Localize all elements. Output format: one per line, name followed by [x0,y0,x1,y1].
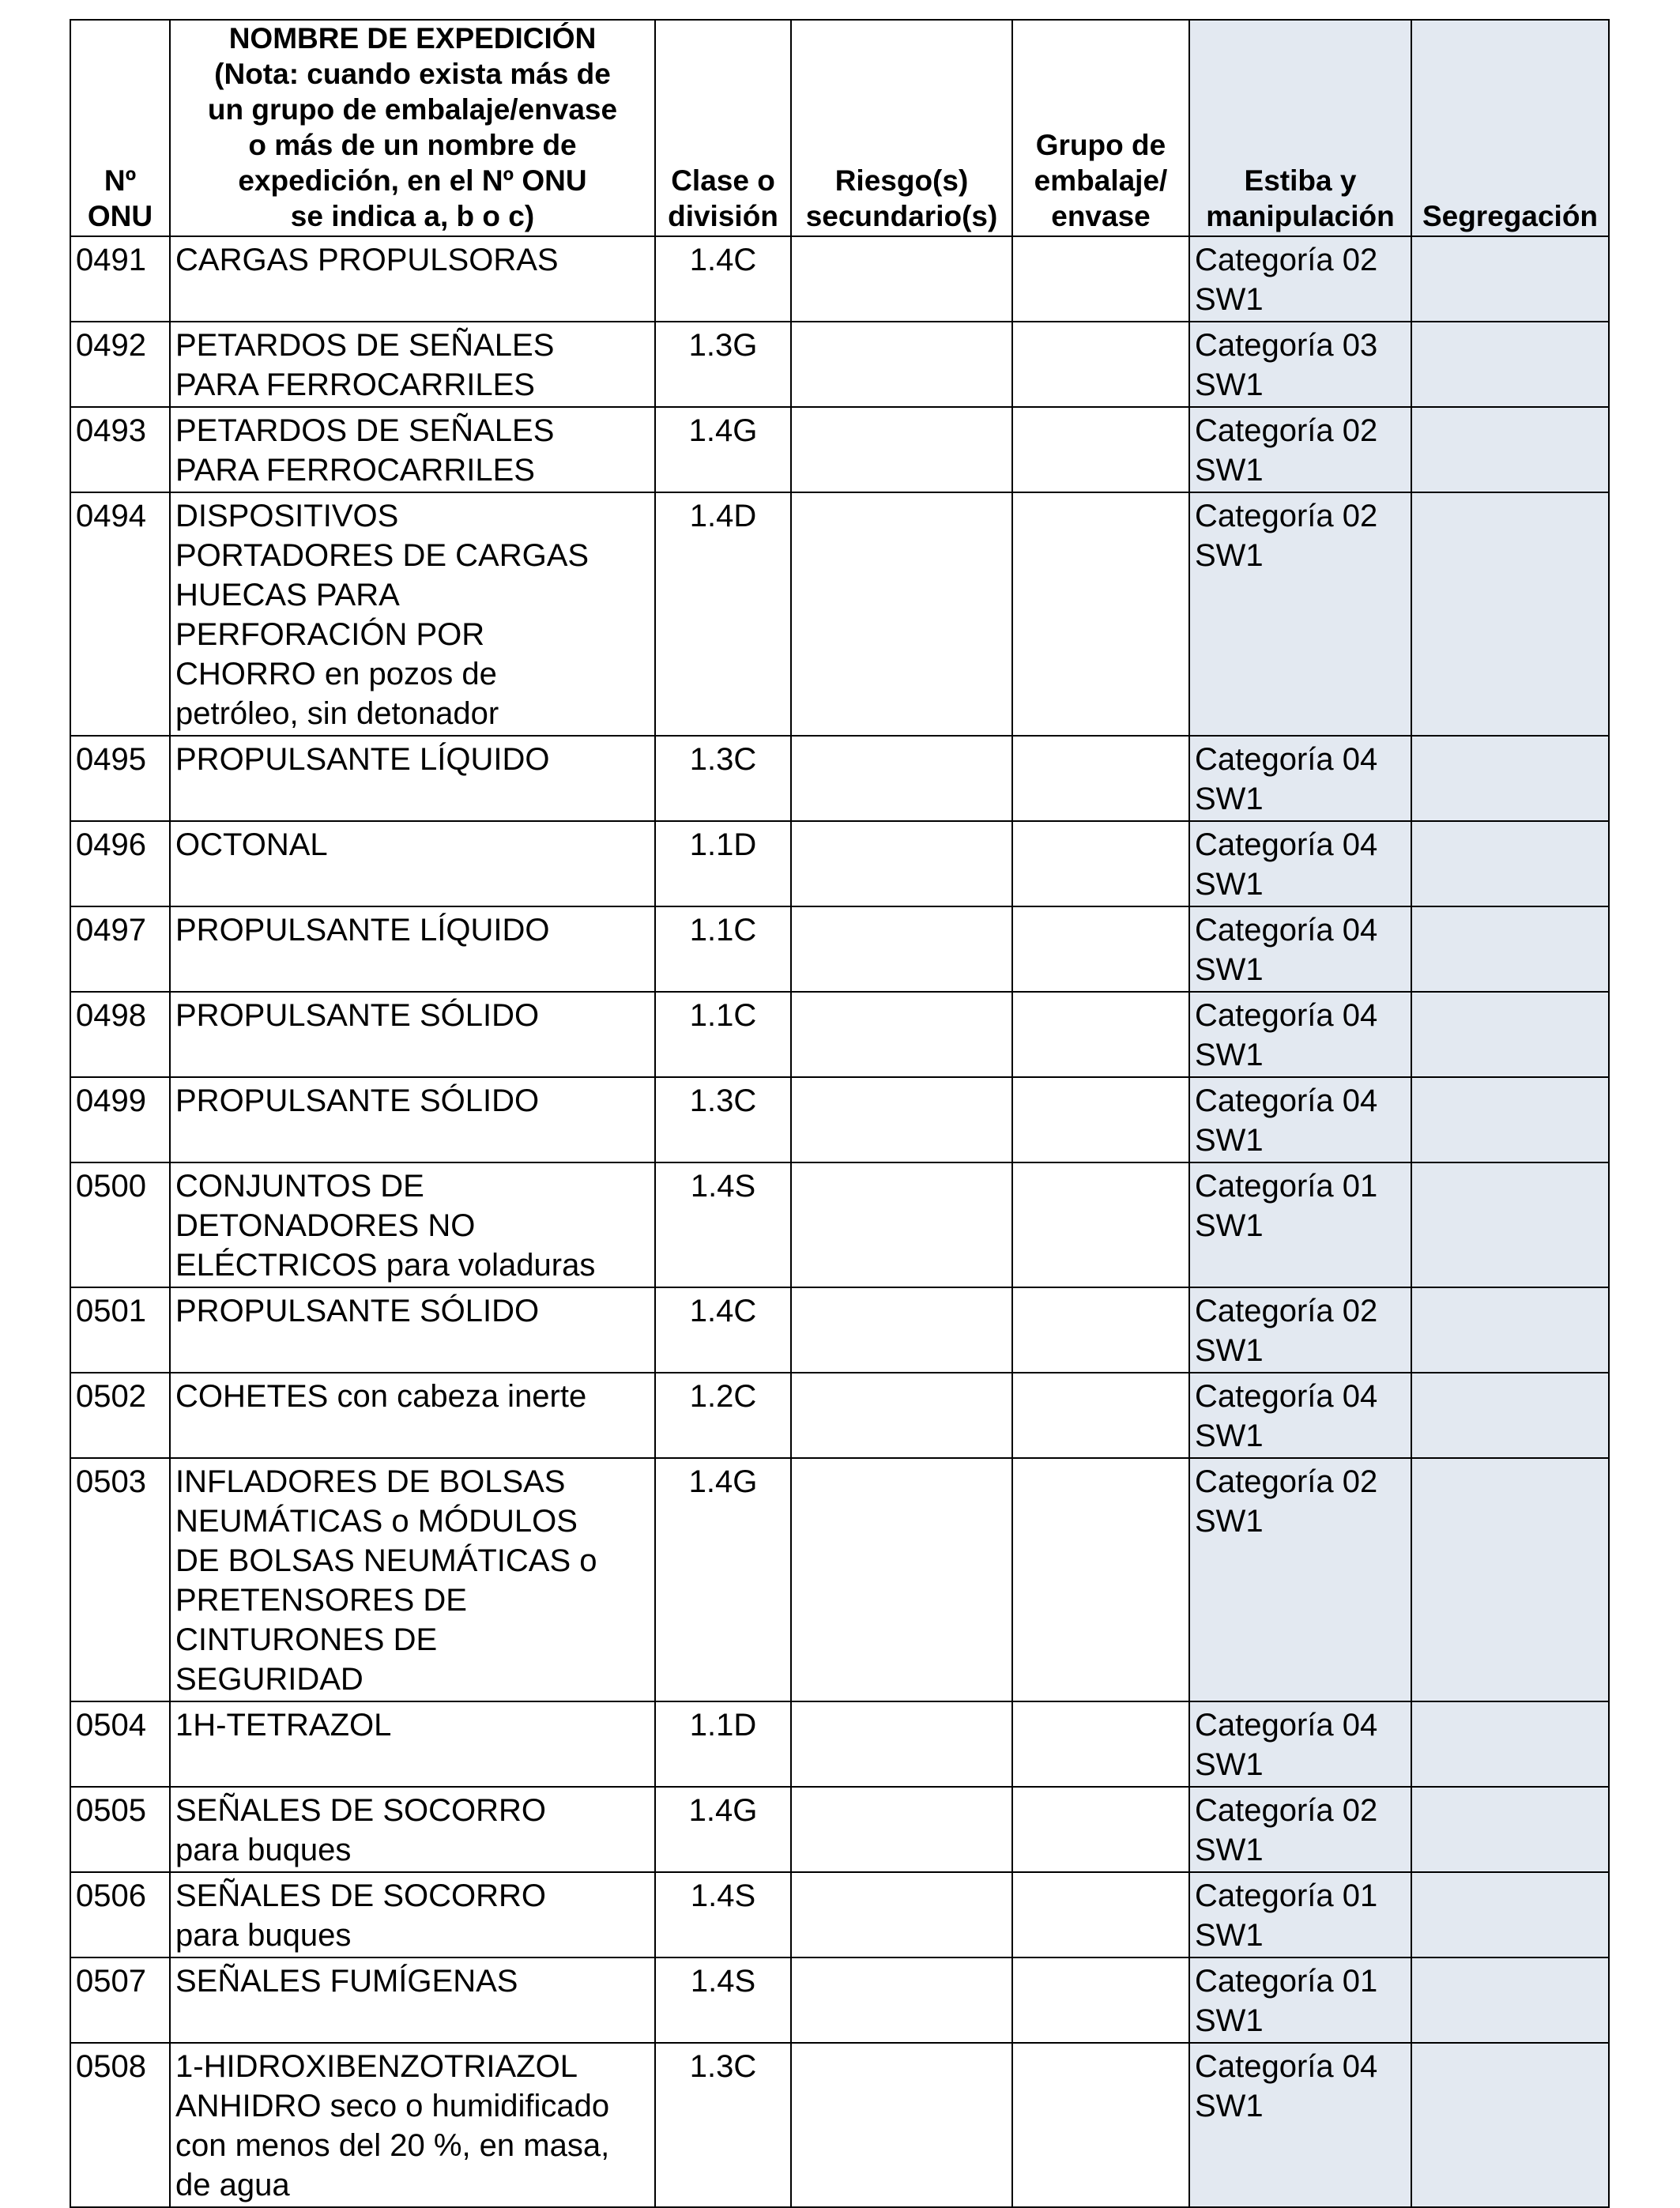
cell-grupo [1012,1787,1189,1872]
cell-estiba [1189,407,1411,492]
header-line: embalaje/ [1034,164,1168,197]
table-row [70,736,1609,821]
table-row [70,1077,1609,1162]
cell-clase: 1.3G [655,322,791,407]
cell-grupo [1012,736,1189,821]
cell-nombre-line: PROPULSANTE SÓLIDO [175,998,540,1033]
cell-estiba-line: SW1 [1195,453,1264,488]
cell-estiba-line: Categoría 02 [1195,1793,1378,1828]
cell-nombre-line: SEÑALES FUMÍGENAS [175,1964,518,1999]
table-row [70,1373,1609,1458]
cell-riesgo [791,1373,1012,1458]
cell-segregacion [1411,1957,1609,2043]
table-row [70,492,1609,736]
cell-nombre-line: DISPOSITIVOS [175,499,399,533]
header-line: ONU [87,200,153,232]
cell-estiba-line: SW1 [1195,1208,1264,1243]
cell-nombre-line: con menos del 20 %, en masa, [175,2128,610,2163]
cell-nombre-line: PORTADORES DE CARGAS [175,538,590,573]
header-line: Segregación [1422,200,1599,232]
cell-nombre-line: CARGAS PROPULSORAS [175,243,559,277]
cell-grupo [1012,1162,1189,1287]
cell-nombre-line: CONJUNTOS DE [175,1169,424,1204]
cell-clase: 1.1C [655,992,791,1077]
cell-grupo [1012,322,1189,407]
cell-estiba-line: SW1 [1195,2089,1264,2123]
cell-segregacion [1411,1458,1609,1701]
cell-estiba-line: SW1 [1195,1419,1264,1453]
header-line: envase [1051,200,1151,232]
cell-nombre-line: ELÉCTRICOS para voladuras [175,1248,596,1283]
cell-segregacion [1411,992,1609,1077]
header-riesgo [791,20,1012,236]
cell-segregacion [1411,906,1609,992]
cell-nombre-line: OCTONAL [175,827,328,862]
cell-grupo [1012,906,1189,992]
cell-nombre-line: PROPULSANTE LÍQUIDO [175,742,550,777]
cell-clase: 1.4C [655,236,791,322]
cell-onu: 0505 [70,1787,170,1872]
cell-nombre-line: PROPULSANTE SÓLIDO [175,1083,540,1118]
cell-nombre-line: PROPULSANTE LÍQUIDO [175,913,550,948]
cell-nombre [170,821,655,906]
table-row [70,1787,1609,1872]
cell-estiba [1189,2043,1411,2207]
cell-estiba-line: Categoría 02 [1195,413,1378,448]
header-line: Estiba y [1244,164,1357,197]
table-row [70,992,1609,1077]
cell-onu: 0493 [70,407,170,492]
cell-estiba-line: SW1 [1195,2003,1264,2038]
cell-estiba [1189,236,1411,322]
cell-nombre-line: CINTURONES DE [175,1622,438,1657]
cell-estiba-line: Categoría 01 [1195,1169,1378,1204]
cell-estiba [1189,1162,1411,1287]
cell-onu: 0494 [70,492,170,736]
cell-estiba [1189,736,1411,821]
header-grupo [1012,20,1189,236]
cell-estiba [1189,1701,1411,1787]
cell-segregacion [1411,1701,1609,1787]
cell-nombre-line: DETONADORES NO [175,1208,476,1243]
table-row [70,2043,1609,2207]
cell-estiba-line: Categoría 04 [1195,827,1378,862]
cell-onu: 0503 [70,1458,170,1701]
cell-clase: 1.4S [655,1872,791,1957]
cell-grupo [1012,992,1189,1077]
cell-estiba-line: SW1 [1195,1333,1264,1368]
cell-nombre [170,322,655,407]
table-row [70,1162,1609,1287]
cell-estiba-line: SW1 [1195,367,1264,402]
cell-segregacion [1411,736,1609,821]
cell-estiba [1189,1787,1411,1872]
cell-nombre [170,1957,655,2043]
cell-nombre-line: petróleo, sin detonador [175,696,499,731]
cell-clase: 1.1C [655,906,791,992]
cell-estiba-line: Categoría 04 [1195,1708,1378,1743]
header-line: división [668,200,778,232]
cell-clase: 1.4S [655,1957,791,2043]
cell-nombre [170,492,655,736]
header-line: Clase o [671,164,775,197]
header-line: secundario(s) [805,200,998,232]
table-row [70,407,1609,492]
cell-nombre [170,906,655,992]
cell-onu: 0491 [70,236,170,322]
cell-estiba-line: Categoría 04 [1195,913,1378,948]
cell-nombre [170,2043,655,2207]
cell-onu: 0497 [70,906,170,992]
cell-riesgo [791,1872,1012,1957]
table-row [70,821,1609,906]
cell-segregacion [1411,407,1609,492]
cell-segregacion [1411,322,1609,407]
cell-nombre [170,236,655,322]
cell-estiba [1189,1957,1411,2043]
cell-grupo [1012,1872,1189,1957]
cell-clase: 1.3C [655,736,791,821]
cell-nombre [170,1787,655,1872]
cell-nombre-line: PARA FERROCARRILES [175,367,535,402]
cell-onu: 0498 [70,992,170,1077]
cell-riesgo [791,2043,1012,2207]
cell-segregacion [1411,1373,1609,1458]
cell-nombre-line: INFLADORES DE BOLSAS [175,1464,566,1499]
cell-estiba-line: Categoría 01 [1195,1878,1378,1913]
header-onu [70,20,170,236]
header-row [70,20,1609,236]
cell-grupo [1012,1077,1189,1162]
cell-estiba-line: Categoría 04 [1195,1083,1378,1118]
cell-segregacion [1411,1077,1609,1162]
cell-nombre-line: PERFORACIÓN POR [175,617,485,652]
cell-riesgo [791,1458,1012,1701]
cell-riesgo [791,1787,1012,1872]
cell-riesgo [791,992,1012,1077]
cell-estiba [1189,322,1411,407]
cell-onu: 0506 [70,1872,170,1957]
cell-clase: 1.4G [655,1458,791,1701]
cell-nombre-line: DE BOLSAS NEUMÁTICAS o [175,1543,597,1578]
table-row [70,1701,1609,1787]
dangerous-goods-table [70,19,1610,2208]
cell-grupo [1012,407,1189,492]
cell-nombre-line: COHETES con cabeza inerte [175,1379,587,1414]
cell-onu: 0496 [70,821,170,906]
cell-nombre-line: de agua [175,2168,290,2202]
cell-estiba [1189,1287,1411,1373]
cell-nombre [170,1872,655,1957]
cell-nombre-line: PARA FERROCARRILES [175,453,535,488]
cell-nombre-line: PRETENSORES DE [175,1583,467,1618]
header-line: se indica a, b o c) [290,200,535,232]
cell-nombre-line: CHORRO en pozos de [175,657,497,691]
cell-nombre [170,1162,655,1287]
table-row [70,1287,1609,1373]
cell-riesgo [791,906,1012,992]
cell-estiba [1189,906,1411,992]
cell-estiba-line: Categoría 04 [1195,1379,1378,1414]
cell-onu: 0500 [70,1162,170,1287]
cell-estiba-line: SW1 [1195,1038,1264,1072]
cell-nombre [170,736,655,821]
cell-estiba-line: SW1 [1195,1747,1264,1782]
header-line: Nº [104,164,137,197]
table-row [70,906,1609,992]
cell-clase: 1.3C [655,2043,791,2207]
cell-estiba-line: SW1 [1195,952,1264,987]
cell-estiba-line: SW1 [1195,867,1264,902]
cell-grupo [1012,1373,1189,1458]
cell-estiba-line: SW1 [1195,782,1264,816]
cell-segregacion [1411,821,1609,906]
cell-grupo [1012,1957,1189,2043]
cell-nombre [170,1701,655,1787]
cell-estiba [1189,1373,1411,1458]
cell-onu: 0502 [70,1373,170,1458]
cell-estiba-line: Categoría 04 [1195,2049,1378,2084]
header-segregacion [1411,20,1609,236]
cell-grupo [1012,2043,1189,2207]
cell-estiba-line: SW1 [1195,1123,1264,1158]
cell-clase: 1.4D [655,492,791,736]
cell-onu: 0495 [70,736,170,821]
cell-clase: 1.4C [655,1287,791,1373]
cell-estiba-line: Categoría 02 [1195,499,1378,533]
cell-riesgo [791,1077,1012,1162]
header-line: un grupo de embalaje/envase [207,93,618,126]
cell-nombre [170,1373,655,1458]
table-row [70,236,1609,322]
cell-grupo [1012,236,1189,322]
cell-nombre-line: 1H-TETRAZOL [175,1708,392,1743]
cell-nombre-line: NEUMÁTICAS o MÓDULOS [175,1504,578,1539]
cell-riesgo [791,236,1012,322]
cell-clase: 1.4S [655,1162,791,1287]
cell-riesgo [791,492,1012,736]
cell-nombre-line: PETARDOS DE SEÑALES [175,328,555,363]
cell-estiba-line: Categoría 02 [1195,1464,1378,1499]
cell-estiba-line: Categoría 04 [1195,742,1378,777]
cell-nombre-line: SEÑALES DE SOCORRO [175,1793,547,1828]
cell-nombre-line: ANHIDRO seco o humidificado [175,2089,610,2123]
table-row [70,1458,1609,1701]
cell-nombre-line: PETARDOS DE SEÑALES [175,413,555,448]
cell-nombre [170,992,655,1077]
cell-grupo [1012,821,1189,906]
cell-segregacion [1411,2043,1609,2207]
cell-estiba-line: SW1 [1195,282,1264,317]
header-clase [655,20,791,236]
cell-onu: 0508 [70,2043,170,2207]
cell-onu: 0492 [70,322,170,407]
cell-nombre [170,407,655,492]
cell-grupo [1012,1701,1189,1787]
cell-nombre [170,1077,655,1162]
cell-estiba-line: Categoría 01 [1195,1964,1378,1999]
cell-segregacion [1411,1872,1609,1957]
cell-nombre-line: SEGURIDAD [175,1662,363,1697]
cell-segregacion [1411,236,1609,322]
cell-estiba-line: SW1 [1195,1504,1264,1539]
cell-riesgo [791,407,1012,492]
header-line: Riesgo(s) [834,164,969,197]
table-row [70,322,1609,407]
cell-grupo [1012,492,1189,736]
cell-estiba [1189,992,1411,1077]
cell-riesgo [791,821,1012,906]
header-nombre [170,20,655,236]
cell-estiba-line: Categoría 03 [1195,328,1378,363]
cell-nombre [170,1458,655,1701]
cell-clase: 1.3C [655,1077,791,1162]
header-estiba [1189,20,1411,236]
cell-onu: 0504 [70,1701,170,1787]
header-line: NOMBRE DE EXPEDICIÓN [228,22,597,55]
cell-nombre-line: PROPULSANTE SÓLIDO [175,1294,540,1328]
cell-grupo [1012,1458,1189,1701]
cell-nombre [170,1287,655,1373]
header-line: o más de un nombre de [248,129,577,161]
cell-onu: 0507 [70,1957,170,2043]
cell-nombre-line: para buques [175,1918,352,1953]
cell-nombre-line: SEÑALES DE SOCORRO [175,1878,547,1913]
cell-grupo [1012,1287,1189,1373]
cell-riesgo [791,1957,1012,2043]
cell-estiba [1189,1458,1411,1701]
cell-clase: 1.4G [655,1787,791,1872]
cell-clase: 1.2C [655,1373,791,1458]
cell-clase: 1.1D [655,821,791,906]
cell-nombre-line: HUECAS PARA [175,578,400,612]
cell-segregacion [1411,492,1609,736]
header-line: manipulación [1206,200,1395,232]
header-line: (Nota: cuando exista más de [214,58,611,90]
table-row [70,1957,1609,2043]
cell-riesgo [791,1162,1012,1287]
header-line: Grupo de [1035,129,1166,161]
cell-estiba-line: SW1 [1195,1918,1264,1953]
cell-estiba-line: SW1 [1195,538,1264,573]
cell-estiba [1189,1872,1411,1957]
cell-riesgo [791,736,1012,821]
cell-riesgo [791,1701,1012,1787]
cell-segregacion [1411,1287,1609,1373]
cell-segregacion [1411,1787,1609,1872]
cell-estiba-line: Categoría 02 [1195,1294,1378,1328]
cell-estiba [1189,1077,1411,1162]
cell-estiba-line: Categoría 04 [1195,998,1378,1033]
header-line: expedición, en el Nº ONU [238,164,587,197]
cell-nombre-line: para buques [175,1833,352,1867]
cell-clase: 1.1D [655,1701,791,1787]
cell-nombre-line: 1-HIDROXIBENZOTRIAZOL [175,2049,578,2084]
cell-estiba [1189,821,1411,906]
table-row [70,1872,1609,1957]
cell-riesgo [791,322,1012,407]
cell-riesgo [791,1287,1012,1373]
cell-segregacion [1411,1162,1609,1287]
cell-estiba-line: Categoría 02 [1195,243,1378,277]
cell-estiba [1189,492,1411,736]
cell-onu: 0501 [70,1287,170,1373]
cell-onu: 0499 [70,1077,170,1162]
cell-estiba-line: SW1 [1195,1833,1264,1867]
cell-clase: 1.4G [655,407,791,492]
